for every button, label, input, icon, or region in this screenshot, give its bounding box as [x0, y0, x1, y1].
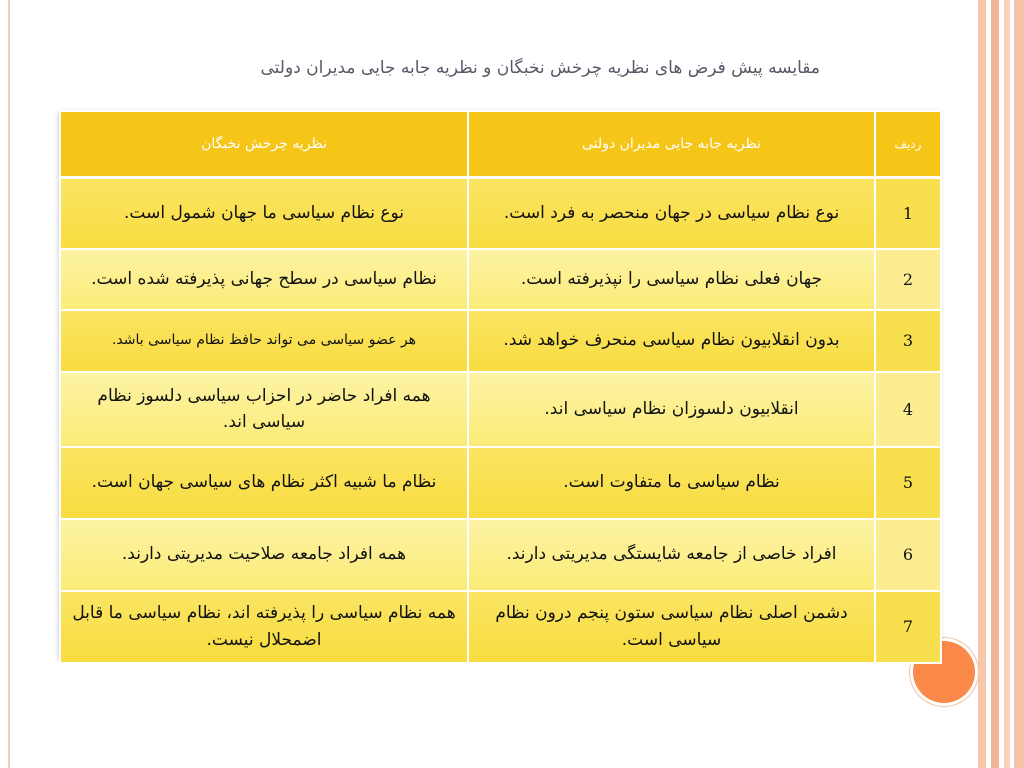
officials-cell: نظام سیاسی ما متفاوت است. [468, 447, 875, 519]
row-number: 5 [875, 447, 941, 519]
table-header-row [60, 111, 941, 178]
elites-cell: همه نظام سیاسی را پذیرفته اند، نظام سیاسی ما قابل اضمحلال نیست. [60, 591, 468, 663]
elites-cell: همه افراد جامعه صلاحیت مدیریتی دارند. [60, 519, 468, 591]
officials-cell: دشمن اصلی نظام سیاسی ستون پنجم درون نظام سیاسی است. [468, 591, 875, 663]
elites-cell: هر عضو سیاسی می تواند حافظ نظام سیاسی باشد. [60, 310, 468, 372]
right-decor-stripe [991, 0, 999, 768]
row-number: 2 [875, 249, 941, 310]
slide-title: مقایسه پیش فرض های نظریه چرخش نخبگان و نظریه جابه جایی مدیران دولتی [260, 58, 820, 78]
elites-cell: نظام ما شبیه اکثر نظام های سیاسی جهان است. [60, 447, 468, 519]
officials-cell: جهان فعلی نظام سیاسی را نپذیرفته است. [468, 249, 875, 310]
left-decor-line [8, 0, 10, 768]
header-officials-theory: نظریه جابه جایی مدیران دولتی [468, 111, 875, 178]
header-row-number: ردیف [875, 111, 941, 178]
row-number: 1 [875, 178, 941, 249]
table-row [60, 372, 941, 447]
table-row [60, 249, 941, 310]
elites-cell: همه افراد حاضر در احزاب سیاسی دلسوز نظام سیاسی اند. [60, 372, 468, 447]
row-number: 7 [875, 591, 941, 663]
officials-cell: افراد خاصی از جامعه شایستگی مدیریتی دارند. [468, 519, 875, 591]
comparison-table [59, 110, 940, 658]
table-row [60, 591, 941, 663]
header-elites-theory: نظریه چرخش نخبگان [60, 111, 468, 178]
officials-cell: انقلابیون دلسوزان نظام سیاسی اند. [468, 372, 875, 447]
table-row [60, 310, 941, 372]
table-row [60, 519, 941, 591]
row-number: 6 [875, 519, 941, 591]
right-decor-stripe [1004, 0, 1010, 768]
right-decor-stripe [1014, 0, 1024, 768]
row-number: 3 [875, 310, 941, 372]
elites-cell: نوع نظام سیاسی ما جهان شمول است. [60, 178, 468, 249]
row-number: 4 [875, 372, 941, 447]
right-decor-stripe [978, 0, 986, 768]
elites-cell: نظام سیاسی در سطح جهانی پذیرفته شده است. [60, 249, 468, 310]
officials-cell: بدون انقلابیون نظام سیاسی منحرف خواهد شد. [468, 310, 875, 372]
table-row [60, 178, 941, 249]
officials-cell: نوع نظام سیاسی در جهان منحصر به فرد است. [468, 178, 875, 249]
table-row [60, 447, 941, 519]
